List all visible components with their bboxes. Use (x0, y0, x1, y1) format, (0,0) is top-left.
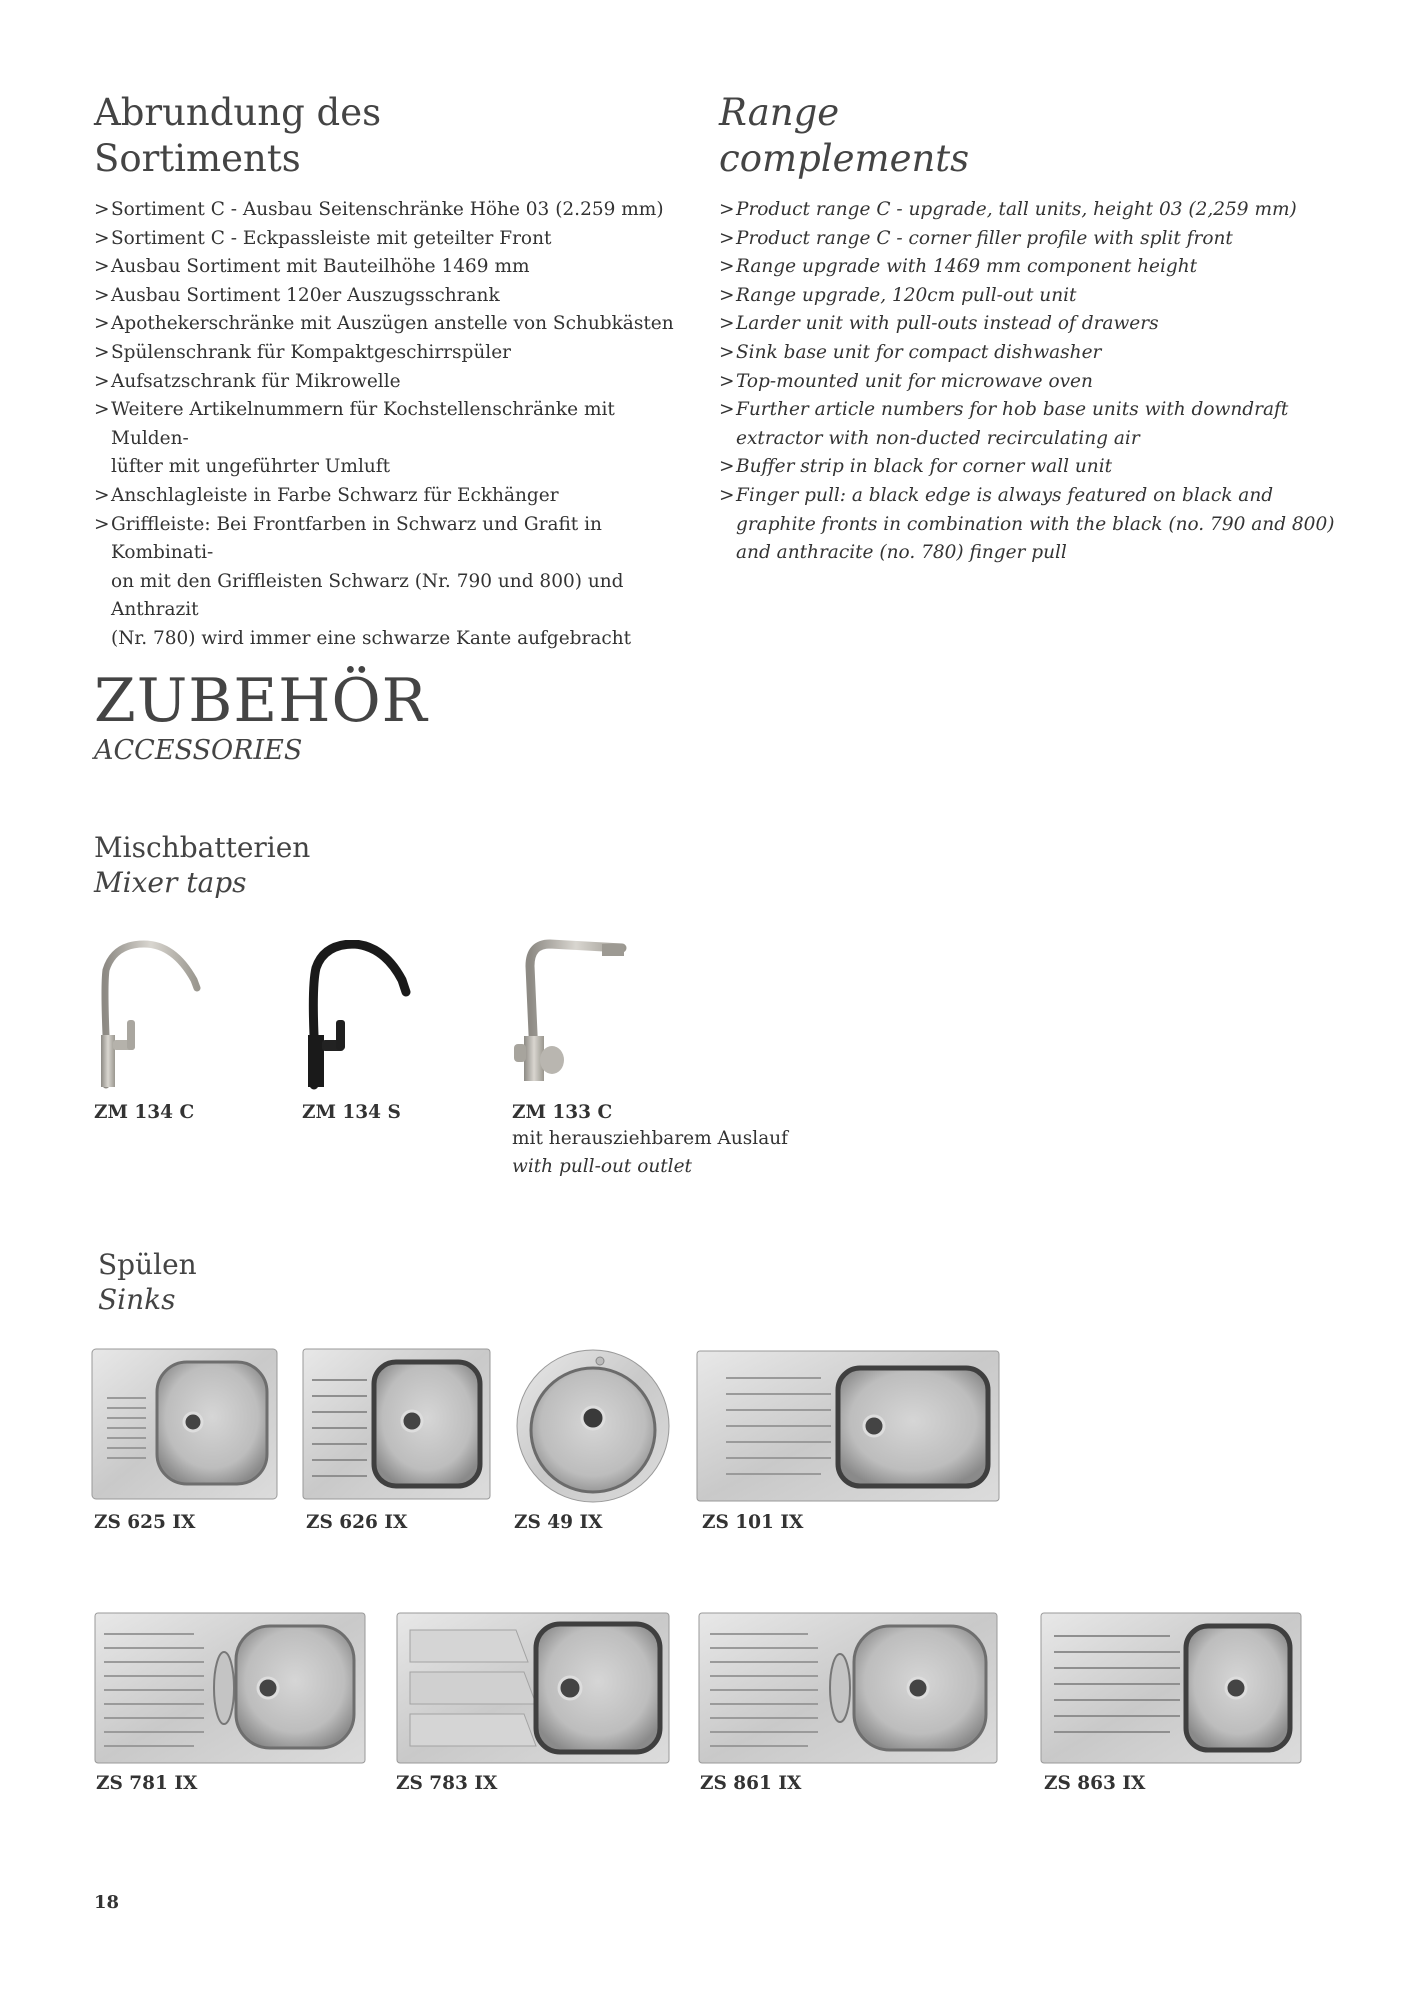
list-item: > Range upgrade, 120cm pull-out unit (719, 284, 1077, 306)
intro-title-en: Range complements (719, 91, 970, 180)
accessories-title: ZUBEHÖR (94, 666, 428, 736)
sink-zs625 (91, 1348, 278, 1500)
list-item: > Ausbau Sortiment mit Bauteilhöhe 1469 mm (94, 256, 530, 278)
taps-heading (94, 830, 310, 900)
intro-title-de: Abrundung des Sortiments (94, 91, 382, 180)
intro-list-de (94, 196, 694, 654)
page-number: 18 (94, 1892, 120, 1913)
accessories-subtitle: ACCESSORIES (94, 735, 303, 766)
sink-code: ZS 625 IX (94, 1512, 196, 1533)
sink-drainer-left-icon (91, 1348, 278, 1500)
list-item: > Larder unit with pull-outs instead of drawers (719, 313, 1159, 335)
sinks-title-de: Spülen (98, 1248, 197, 1281)
list-item: > Product range C - upgrade, tall units, height 03 (2,259 mm) (719, 199, 1297, 220)
sink-zs861 (698, 1612, 998, 1764)
tap-note-en: with pull-out outlet (512, 1156, 692, 1177)
sink-code: ZS 863 IX (1044, 1773, 1146, 1794)
sink-zs783 (396, 1612, 670, 1764)
sinks-heading (98, 1247, 197, 1317)
sink-drainer-left-icon (302, 1348, 491, 1500)
tap-zm133c (512, 936, 632, 1086)
tap-zm134c (94, 940, 204, 1090)
list-item: > Weitere Artikelnummern für Kochstellenschränke mit Mulden- lüfter mit ungeführter Umluft (94, 399, 615, 478)
list-item: > Further article numbers for hob base units with downdraft extractor with non-ducted recirculating air (719, 399, 1289, 449)
sink-zs863 (1040, 1612, 1302, 1764)
taps-title-en: Mixer taps (94, 866, 247, 899)
list-item: > Spülenschrank für Kompaktgeschirrspüler (94, 341, 511, 363)
sink-code: ZS 781 IX (96, 1773, 198, 1794)
sink-zs781 (94, 1612, 366, 1764)
sinks-title-en: Sinks (98, 1283, 176, 1316)
sink-code: ZS 626 IX (306, 1512, 408, 1533)
sink-zs626 (302, 1348, 491, 1500)
sink-drainer-left-icon (696, 1350, 1000, 1502)
tap-zm134s (302, 940, 412, 1090)
intro-english-column (719, 90, 1359, 568)
list-item: > Buffer strip in black for corner wall unit (719, 456, 1113, 478)
intro-list-en (719, 196, 1359, 568)
pull-out-tap-icon (512, 936, 632, 1086)
sink-drainer-left-icon (94, 1612, 366, 1764)
list-item: > Top-mounted unit for microwave oven (719, 370, 1093, 392)
sink-drainer-left-icon (1040, 1612, 1302, 1764)
round-sink-icon (514, 1348, 672, 1504)
sink-code: ZS 861 IX (700, 1773, 802, 1794)
list-item: > Range upgrade with 1469 mm component height (719, 256, 1198, 278)
sink-code: ZS 783 IX (396, 1773, 498, 1794)
list-item: > Sortiment C - Ausbau Seitenschränke Höhe 03 (2.259 mm) (94, 199, 664, 220)
list-item: > Product range C - corner filler profile with split front (719, 227, 1233, 249)
chrome-gooseneck-tap-icon (94, 940, 204, 1090)
sink-zs49 (514, 1348, 672, 1504)
sink-code: ZS 101 IX (702, 1512, 804, 1533)
taps-title-de: Mischbatterien (94, 831, 311, 864)
list-item: > Sink base unit for compact dishwasher (719, 341, 1102, 363)
sink-code: ZS 49 IX (514, 1512, 603, 1533)
list-item: > Finger pull: a black edge is always featured on black and graphite fronts in combination with the black (no. 790 and 800) and anthracite (no. 780) finger pull (719, 484, 1335, 564)
list-item: > Aufsatzschrank für Mikrowelle (94, 370, 401, 392)
list-item: > Sortiment C - Eckpassleiste mit geteilter Front (94, 227, 552, 249)
tap-code: ZM 134 C (94, 1102, 195, 1123)
accessories-heading (94, 668, 428, 768)
tap-code: ZM 133 C (512, 1102, 613, 1123)
list-item: > Ausbau Sortiment 120er Auszugsschrank (94, 284, 500, 306)
tap-zm133c-text (512, 1102, 788, 1181)
sink-drainer-left-icon (396, 1612, 670, 1764)
sink-zs101 (696, 1350, 1000, 1502)
sink-drainer-left-icon (698, 1612, 998, 1764)
tap-note-de: mit herausziehbarem Auslauf (512, 1128, 789, 1149)
list-item: > Griffleiste: Bei Frontfarben in Schwarz und Grafit in Kombinati- on mit den Griffleisten Schwarz (Nr. 790 und 800) und Anthrazit (Nr. 780) wird immer eine schwarze Kante aufgebracht (94, 513, 632, 649)
tap-code: ZM 134 S (302, 1102, 401, 1123)
list-item: > Anschlagleiste in Farbe Schwarz für Eckhänger (94, 484, 559, 506)
black-gooseneck-tap-icon (302, 940, 412, 1090)
list-item: > Apothekerschränke mit Auszügen anstelle von Schubkästen (94, 313, 674, 335)
intro-german-column (94, 90, 694, 654)
